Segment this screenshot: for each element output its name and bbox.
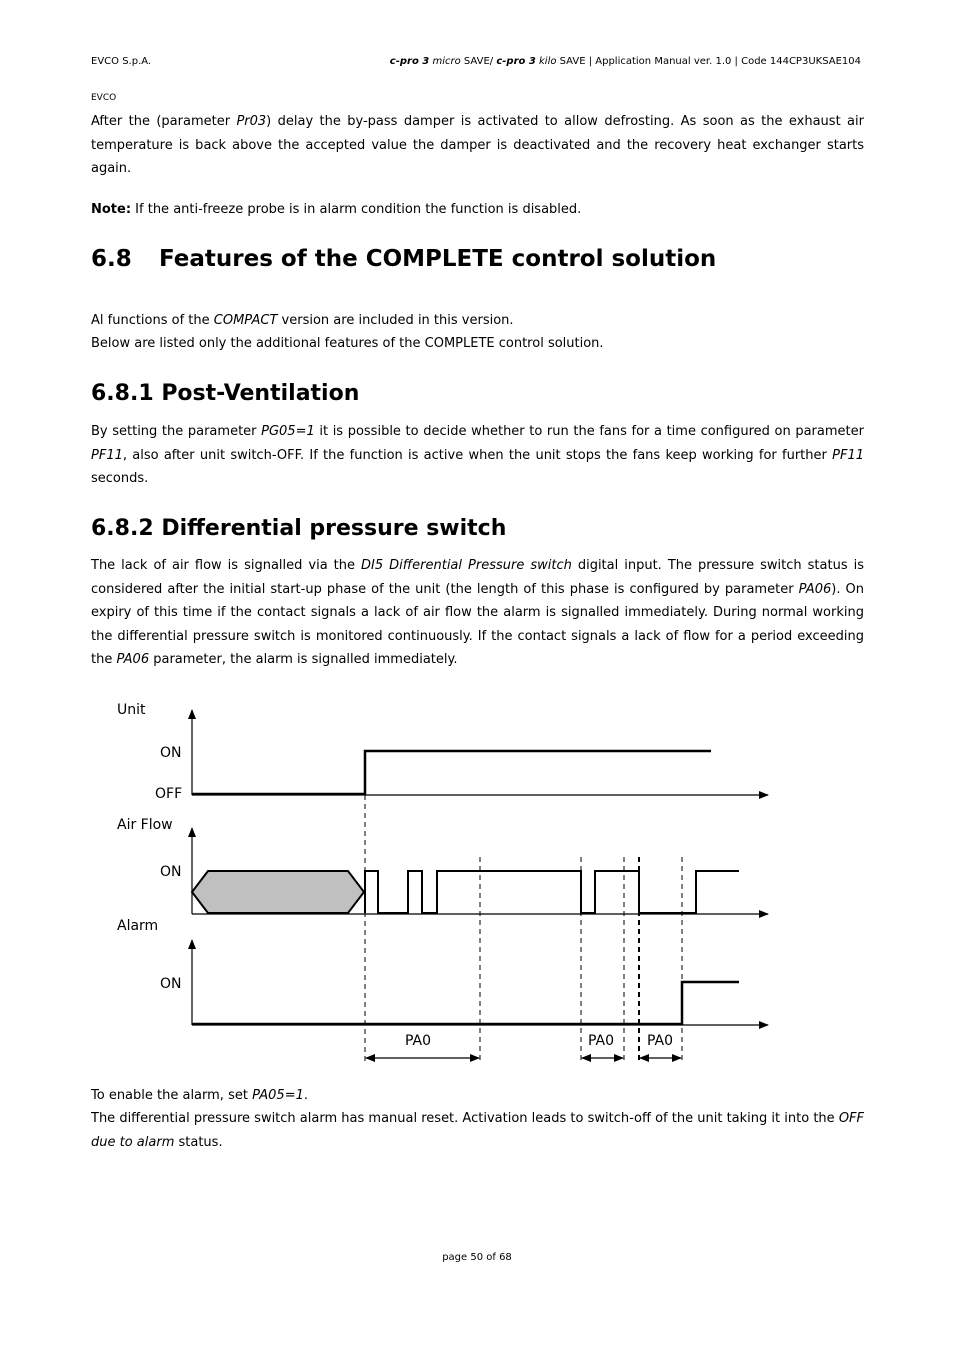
s681-pf11-1: PF11	[91, 447, 123, 463]
intro-note	[91, 198, 864, 222]
unit-off-label: OFF	[155, 786, 183, 802]
s682-a: The lack of air flow is signalled via the	[91, 558, 362, 573]
header-document-title	[390, 56, 861, 67]
note-label: Note:	[91, 202, 132, 217]
airflow-label: Air Flow	[117, 817, 173, 833]
s682-c: ). On expiry of this time if the contact signals a lack of air flow the alarm is signalled immediately. During normal working the differential pressure switch is monitored continuously. If the contact signals a lack of flow for a period exceeding the	[91, 581, 864, 667]
s681-pf11-2: PF11	[832, 447, 864, 463]
page-number: page 50 of 68	[442, 1252, 512, 1263]
unit-on-label: ON	[160, 745, 182, 761]
header-product-1: c-pro 3	[389, 56, 430, 67]
s681-c: , also after unit switch-OFF. If the function is active when the unit stops the fans keep working for further	[122, 447, 833, 463]
header-title-rest: SAVE | Application Manual ver. 1.0 | Code 144CP3UKSAE104	[556, 56, 861, 67]
s682-di5: DI5 Differential Pressure switch	[361, 558, 572, 573]
alarm-signal	[192, 982, 739, 1024]
section-6-8-title: Features of the COMPLETE control solution	[159, 246, 717, 272]
section-6-8-2-title: Differential pressure switch	[161, 516, 507, 541]
section-6-8-1-number: 6.8.1	[91, 381, 154, 406]
s681-d: seconds.	[91, 471, 149, 486]
intro-text-b: ) delay the by-pass damper is activated to allow defrosting. As soon as the exhaust air temperature is back above the accepted value the damper is deactivated and the recovery heat exchanger starts again.	[91, 114, 864, 176]
airflow-signal	[365, 871, 739, 913]
section-6-8-heading	[91, 246, 716, 272]
closing-1-b: .	[303, 1088, 309, 1103]
alarm-label: Alarm	[117, 918, 159, 934]
s68-compact: COMPACT	[213, 313, 278, 328]
header-company: EVCO S.p.A.	[91, 56, 152, 67]
section-6-8-1-heading	[91, 381, 359, 406]
closing-2-a: The differential pressure switch alarm has manual reset. Activation leads to switch-off of the unit taking it into the	[91, 1111, 839, 1126]
unit-signal	[192, 751, 711, 794]
startup-phase-shape	[192, 871, 364, 913]
section-6-8-2-number: 6.8.2	[91, 516, 154, 541]
section-6-8-2-paragraph	[91, 554, 864, 672]
intro-text-a: After the (parameter	[91, 114, 237, 129]
intro-param: Pr03	[236, 114, 267, 129]
unit-label: Unit	[117, 702, 146, 718]
note-text: If the anti-freeze probe is in alarm condition the function is disabled.	[131, 202, 582, 217]
s682-b: digital input. The pressure switch status is considered after the initial start-up phase of the unit (the length of this phase is configured by parameter	[91, 558, 864, 597]
header-kilo: kilo	[539, 56, 557, 67]
section-6-8-1-title: Post-Ventilation	[161, 381, 360, 406]
s681-a: By setting the parameter	[91, 424, 262, 439]
pa0-label-3: PA0	[647, 1033, 674, 1049]
header-save-1: SAVE/	[460, 56, 497, 67]
s681-b: it is possible to decide whether to run the fans for a time configured on parameter	[314, 424, 864, 439]
s682-d: parameter, the alarm is signalled immediately.	[149, 652, 458, 667]
pa0-label-2: PA0	[588, 1033, 615, 1049]
closing-2-b: status.	[174, 1134, 223, 1150]
section-6-8-2-heading	[91, 516, 506, 541]
section-6-8-number: 6.8	[91, 246, 132, 272]
pa0-label-1: PA0	[405, 1033, 432, 1049]
section-6-8-1-paragraph	[91, 420, 864, 491]
s68-text-a: Al functions of the	[91, 313, 214, 328]
s68-text-b: version are included in this version.	[277, 313, 514, 328]
closing-1-a: To enable the alarm, set	[91, 1088, 253, 1103]
intro-paragraph	[91, 110, 864, 181]
header-sub: EVCO	[91, 93, 117, 103]
s682-pa06-1: PA06	[798, 581, 832, 597]
timing-diagram	[0, 690, 954, 1070]
airflow-on-label: ON	[160, 864, 182, 880]
s681-pg05: PG05=1	[261, 424, 315, 439]
section-6-8-paragraph-1	[91, 309, 864, 333]
header-product-2: c-pro 3	[496, 56, 536, 67]
s682-pa06-2: PA06	[116, 652, 150, 667]
header-micro: micro	[432, 56, 461, 67]
closing-paragraph-2	[91, 1107, 864, 1154]
closing-pa05: PA05=1	[252, 1088, 304, 1103]
closing-paragraph-1	[91, 1084, 864, 1108]
closing-off-due-to-alarm: OFF due to alarm	[91, 1111, 864, 1150]
section-6-8-paragraph-2: Below are listed only the additional features of the COMPLETE control solution.	[91, 336, 604, 351]
alarm-on-label: ON	[160, 976, 182, 992]
